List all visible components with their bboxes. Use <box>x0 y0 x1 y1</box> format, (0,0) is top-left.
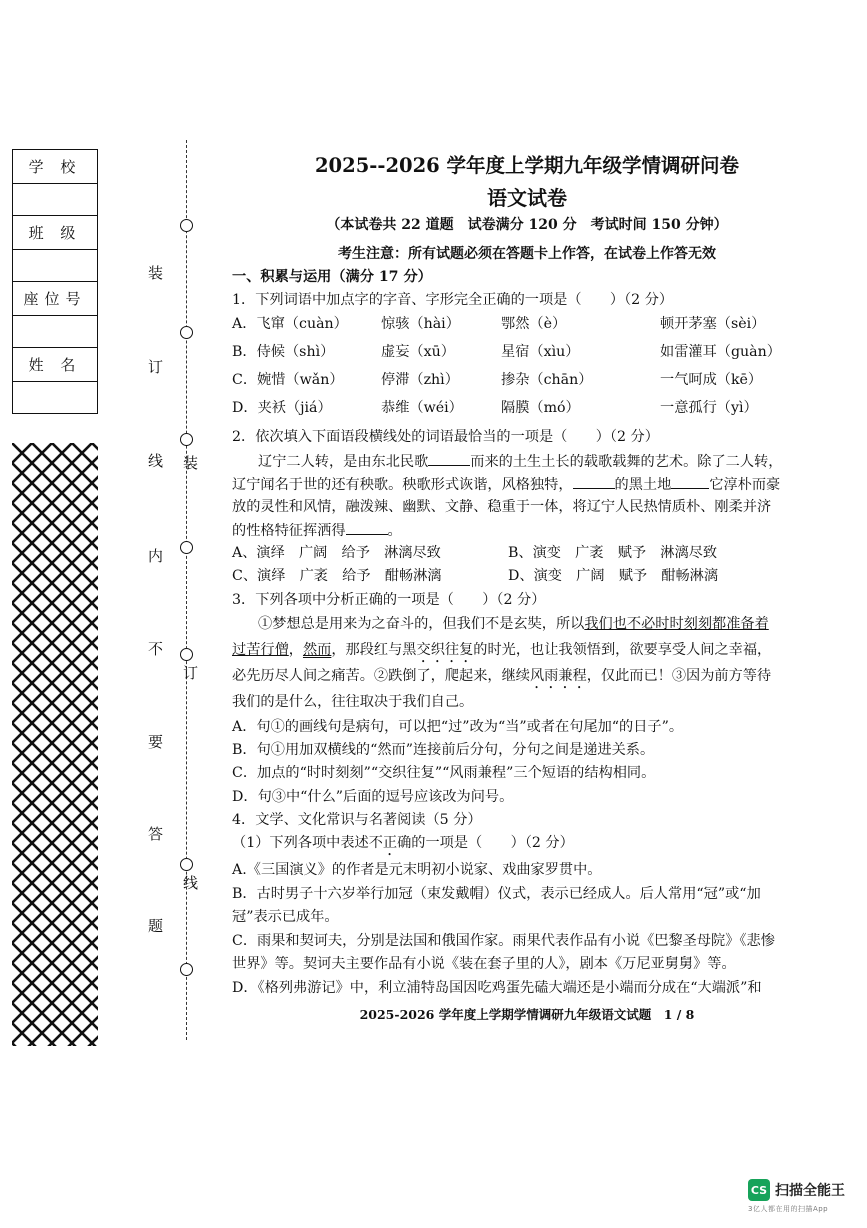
q3-passage-line: 必先历尽人间之痛苦。②跌倒了，爬起来，继续风雨兼程，仅此而已！③因为前方等待 <box>232 668 772 684</box>
underlined-sentence: 我们也不必时时刻刻都准备着 <box>584 616 769 632</box>
q1-option: D．夹袄（jiá） <box>232 400 332 416</box>
q1-option: 一意孤行（yì） <box>660 400 758 416</box>
q4-option: 世界》等。契诃夫主要作品有小说《装在套子里的人》，剧本《万尼亚舅舅》等。 <box>232 956 736 972</box>
binding-hole <box>180 541 193 554</box>
exam-meta: （本试卷共 22 道题 试卷满分 120 分 考试时间 150 分钟） <box>326 217 728 233</box>
q1-option: 一气呵成（kē） <box>660 372 763 388</box>
dotted-phrase: 交织往复 <box>416 642 474 658</box>
fill-blank <box>346 520 388 535</box>
q1-option: 惊骇（hài） <box>381 316 460 332</box>
binding-note-char: 不 <box>148 640 164 658</box>
binding-note-char: 内 <box>148 547 164 565</box>
seat-field <box>13 316 97 348</box>
q1-option: 隔膜（mó） <box>501 400 580 416</box>
q4-option: C．雨果和契诃夫，分别是法国和俄国作家。雨果代表作品有小说《巴黎圣母院》《悲惨 <box>232 933 775 949</box>
school-field <box>13 184 97 216</box>
q1-option: 如雷灌耳（guàn） <box>660 344 781 360</box>
logo-tagline: 3亿人都在用的扫描App <box>748 1205 829 1213</box>
q4-sub-question: （1）下列各项中表述不正确的一项是（ ）（2 分） <box>232 835 574 851</box>
fill-blank <box>573 474 615 489</box>
q3-passage-line: ①梦想总是用来为之奋斗的，但我们不是玄奘，所以我们也不必时时刻刻都准备着 <box>258 616 769 632</box>
q4-option: 冠”表示已成年。 <box>232 909 339 925</box>
underlined-sentence: 过苦行僧 <box>232 642 289 658</box>
q1-option: C．婉惜（wǎn） <box>232 372 344 388</box>
q4-option: D．《格列弗游记》中，利立浦特岛国因吃鸡蛋先磕大端还是小端而分成在“大端派”和 <box>232 980 762 996</box>
student-info-table <box>12 149 98 414</box>
section-heading: 一、积累与运用（满分 17 分） <box>232 269 432 285</box>
dotted-phrase: 风雨兼程 <box>529 668 587 684</box>
logo-name: 扫描全能王 <box>775 1183 845 1199</box>
lattice-pattern <box>12 443 98 1046</box>
binding-note-char: 订 <box>148 358 164 376</box>
q3-option: C．加点的“时时刻刻”“交织往复”“风雨兼程”三个短语的结构相同。 <box>232 765 656 781</box>
exam-subtitle: 语文试卷 <box>487 186 567 210</box>
binding-hole <box>180 433 193 446</box>
binding-mark: 线 <box>183 874 199 892</box>
class-label: 班 级 <box>13 216 97 250</box>
q2-stem: 2．依次填入下面语段横线处的词语最恰当的一项是（ ）（2 分） <box>232 429 659 445</box>
q2-option: C、演绎 广袤 给予 酣畅淋漓 <box>232 568 442 584</box>
q2-option: D、演变 广阔 赋予 酣畅淋漓 <box>508 568 719 584</box>
binding-mark: 装 <box>183 454 199 472</box>
binding-note-char: 装 <box>148 264 164 282</box>
binding-note-char: 要 <box>148 733 164 751</box>
q2-option: B、演变 广袤 赋予 淋漓尽致 <box>508 545 718 561</box>
q1-option: 恭维（wéi） <box>381 400 463 416</box>
binding-hole <box>180 219 193 232</box>
exam-title: 2025--2026 学年度上学期九年级学情调研问卷 <box>314 154 740 177</box>
q1-option: 星宿（xìu） <box>501 344 580 360</box>
school-label: 学 校 <box>13 150 97 184</box>
q3-stem: 3．下列各项中分析正确的一项是（ ）（2 分） <box>232 592 546 608</box>
emphasis-char: 正 <box>382 835 398 851</box>
q1-option: 掺杂（chān） <box>501 372 593 388</box>
q2-passage-line: 辽宁二人转，是由东北民歌 而来的土生土长的载歌载舞的艺术。除了二人转， <box>258 451 782 472</box>
binding-hole <box>180 326 193 339</box>
q3-option: D．句③中“什么”后面的逗号应该改为问号。 <box>232 789 514 805</box>
q3-option: A．句①的画线句是病句，可以把“过”改为“当”或者在句尾加“的日子”。 <box>232 719 684 735</box>
q2-option: A、演绎 广阔 给予 淋漓尽致 <box>232 545 441 561</box>
seat-label: 座位号 <box>13 282 97 316</box>
q1-option: 虚妄（xū） <box>381 344 455 360</box>
q4-stem: 4．文学、文化常识与名著阅读（5 分） <box>232 812 482 828</box>
binding-note-char: 线 <box>148 452 164 470</box>
q2-passage-line: 放的灵性和风情，融泼辣、幽默、文静、稳重于一体，将辽宁人民热情质朴、刚柔并济 <box>232 499 772 515</box>
q1-option: 顿开茅塞（sèi） <box>660 316 766 332</box>
name-field <box>13 382 97 413</box>
q2-passage-line: 的性格特征挥洒得 。 <box>232 520 402 541</box>
q1-option: 停滞（zhì） <box>381 372 459 388</box>
binding-hole <box>180 963 193 976</box>
fill-blank <box>671 474 709 489</box>
page-footer: 2025-2026 学年度上学期学情调研九年级语文试题 1 / 8 <box>359 1007 695 1022</box>
name-label: 姓 名 <box>13 348 97 382</box>
q3-passage-line: 过苦行僧，然而，那段红与黑交织往复的时光，也让我领悟到，欲要享受人间之幸福， <box>232 642 772 658</box>
q1-stem: 1．下列词语中加点字的字音、字形完全正确的一项是（ ）（2 分） <box>232 292 674 308</box>
exam-notice: 考生注意：所有试题必须在答题卡上作答，在试卷上作答无效 <box>338 246 716 262</box>
q1-option: A．飞窜（cuàn） <box>232 316 348 332</box>
camscanner-icon: CS <box>748 1179 770 1201</box>
binding-note-char: 题 <box>148 917 164 935</box>
q4-option: A.《三国演义》的作者是元末明初小说家、戏曲家罗贯中。 <box>232 862 602 878</box>
binding-line <box>186 140 187 1040</box>
q3-option: B．句①用加双横线的“然而”连接前后分句，分句之间是递进关系。 <box>232 742 655 758</box>
q2-passage-line: 辽宁闻名于世的还有秧歌。秧歌形式诙谐，风格独特， 的黑土地 它淳朴而豪 <box>232 474 780 495</box>
binding-hole <box>180 648 193 661</box>
double-underlined-word: 然而 <box>302 642 332 658</box>
scanner-logo <box>748 1179 845 1214</box>
q4-option: B．古时男子十六岁举行加冠（束发戴帽）仪式，表示已经成人。后人常用“冠”或“加 <box>232 886 761 902</box>
binding-note-char: 答 <box>148 825 164 843</box>
class-field <box>13 250 97 282</box>
q1-option: B．侍候（shì） <box>232 344 335 360</box>
fill-blank <box>428 451 470 466</box>
q1-option: 鄂然（è） <box>501 316 567 332</box>
binding-mark: 订 <box>183 664 199 682</box>
binding-hole <box>180 858 193 871</box>
q3-passage-line: 我们的是什么，往往取决于我们自己。 <box>232 694 474 710</box>
